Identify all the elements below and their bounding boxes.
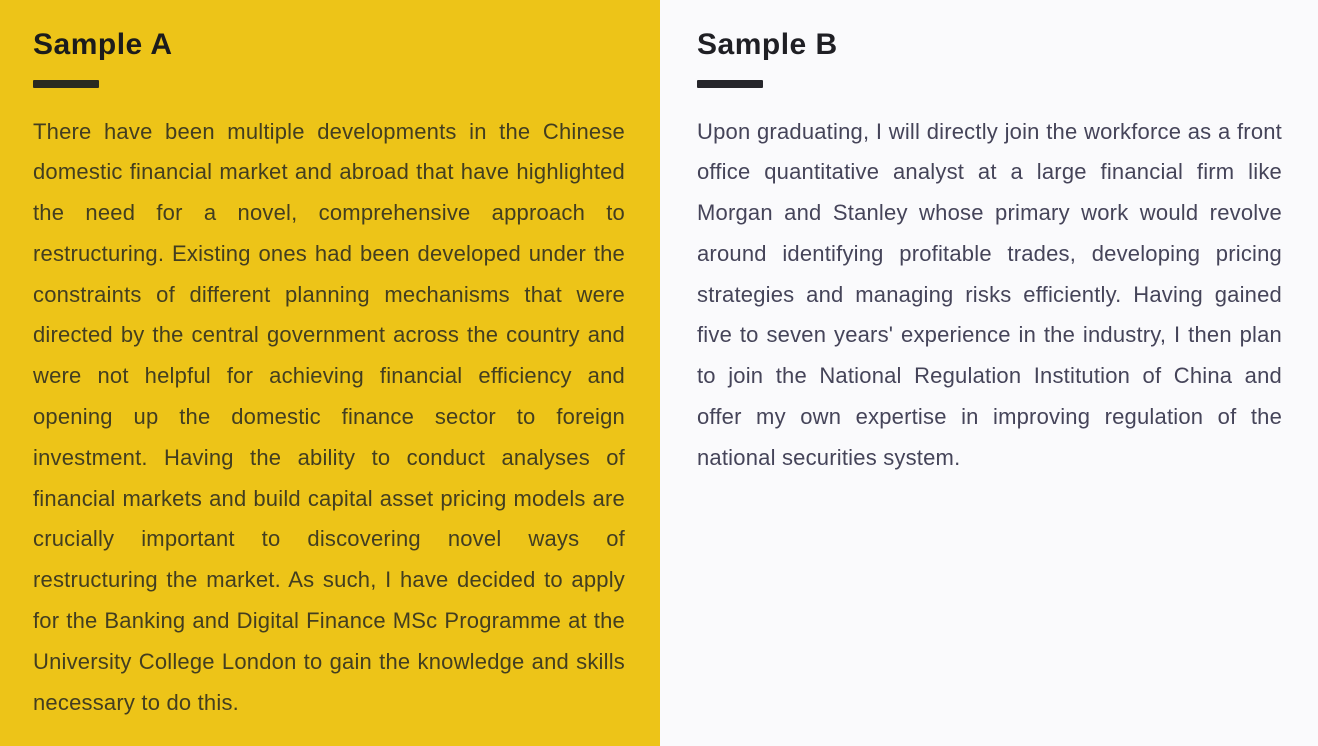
sample-b-panel xyxy=(660,0,1318,746)
sample-a-title-underline-dash xyxy=(33,80,99,88)
sample-b-title-underline-dash xyxy=(697,80,763,88)
sample-b-title: Sample B xyxy=(697,28,838,61)
sample-a-body-text: There have been multiple developments in the Chinese domestic financial market and abroad that have highlighted the need for a novel, comprehensive approach to restructuring. Existing ones had been developed under the constraints of different planning mechanisms that were directed by the central government across the country and were not helpful for achieving financial efficiency and opening up the domestic finance sector to foreign investment. Having the ability to conduct analyses of financial markets and build capital asset pricing models are crucially important to discovering novel ways of restructuring the market. As such, I have decided to apply for the Banking and Digital Finance MSc Programme at the University College London to gain the knowledge and skills necessary to do this. xyxy=(33,118,625,715)
sample-b-body-text: Upon graduating, I will directly join the workforce as a front office quantitative analyst at a large financial firm like Morgan and Stanley whose primary work would revolve around identifying profitable trades, developing pricing strategies and managing risks efficiently. Having gained five to seven years' experience in the industry, I then plan to join the National Regulation Institution of China and offer my own expertise in improving regulation of the national securities system. xyxy=(697,118,1282,470)
sample-a-title: Sample A xyxy=(33,28,173,61)
